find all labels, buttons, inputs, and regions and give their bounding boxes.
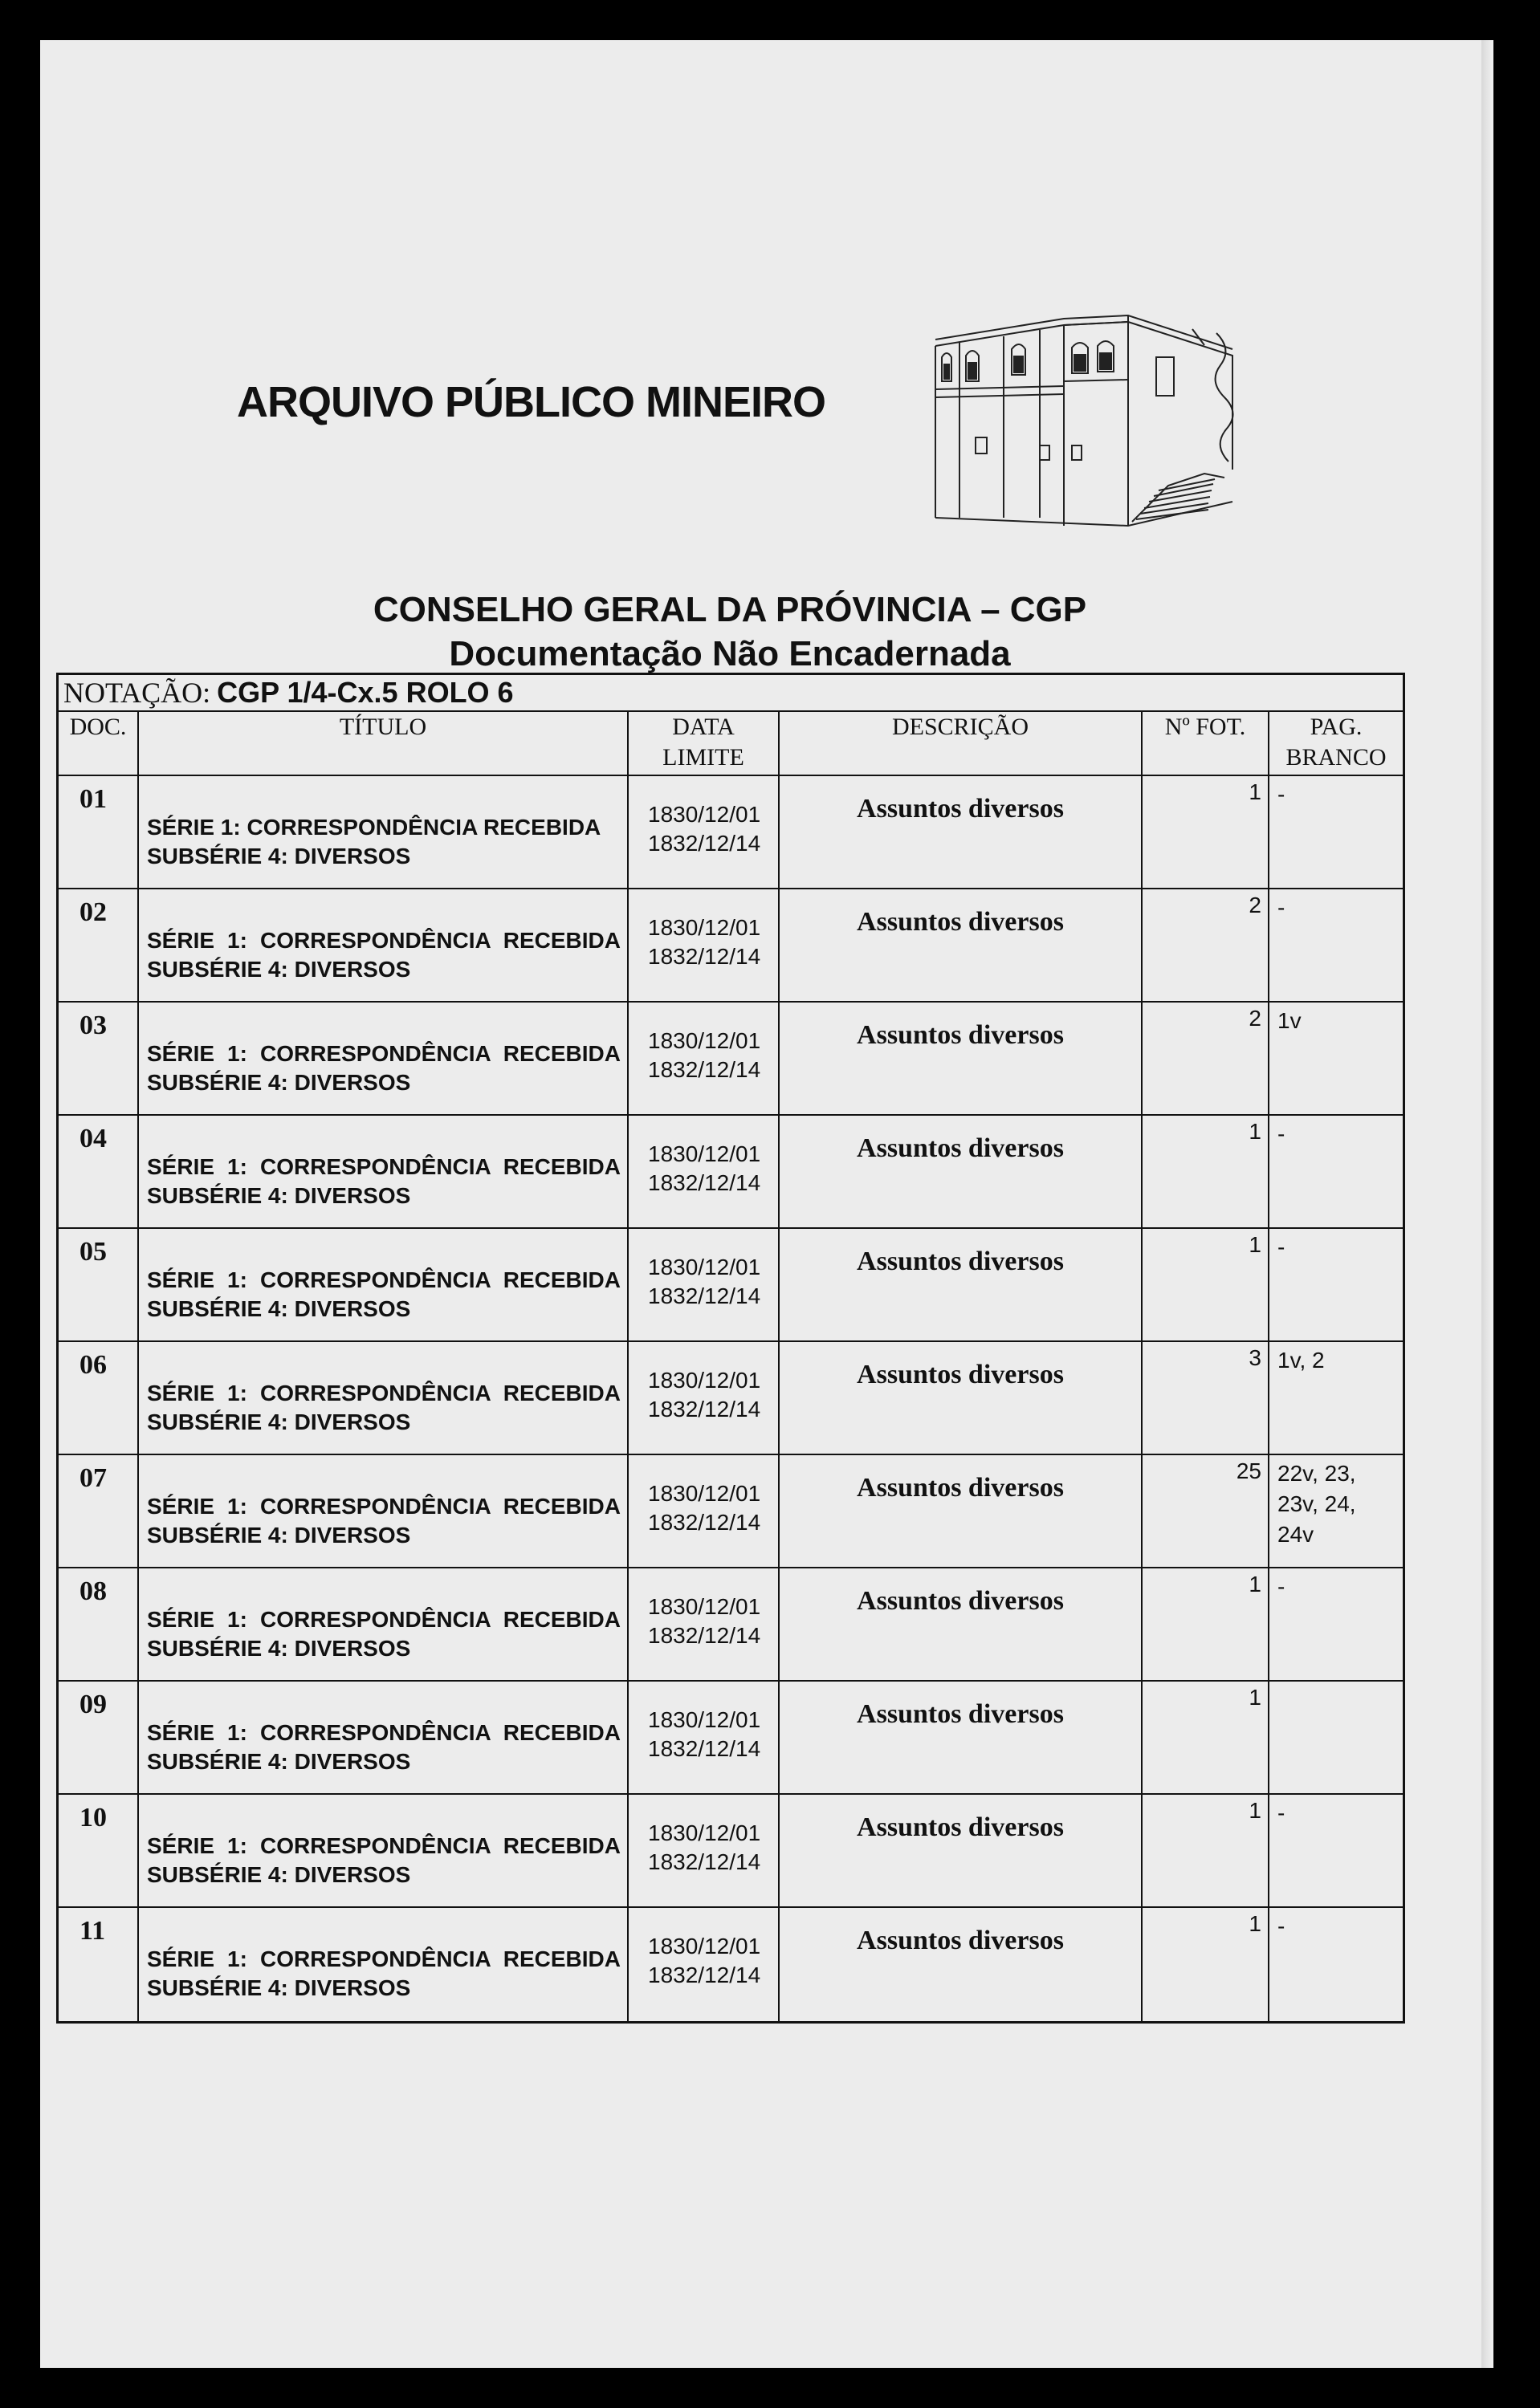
cell-n-fot bbox=[1143, 776, 1269, 888]
cell-doc bbox=[59, 1003, 139, 1114]
cell-titulo bbox=[139, 889, 629, 1001]
column-header-data-limite: DATA LIMITE bbox=[629, 712, 780, 775]
cell-descricao bbox=[780, 1003, 1143, 1114]
cell-pag-branco bbox=[1269, 1455, 1403, 1567]
cell-data-limite bbox=[629, 1116, 780, 1227]
doc-number: 03 bbox=[79, 1011, 107, 1040]
table-row bbox=[59, 1795, 1403, 1908]
cell-n-fot bbox=[1143, 1908, 1269, 2021]
titulo-serie: SÉRIE 1: CORRESPONDÊNCIA RECEBIDA bbox=[147, 1946, 621, 1971]
data-inicio: 1830/12/01 bbox=[648, 1481, 761, 1506]
cell-pag-branco bbox=[1269, 1342, 1403, 1454]
cell-pag-branco bbox=[1269, 1682, 1403, 1793]
n-fot-value: 25 bbox=[1236, 1458, 1261, 1483]
cell-doc bbox=[59, 1795, 139, 1906]
titulo-subserie: SUBSÉRIE 4: DIVERSOS bbox=[147, 1409, 411, 1434]
cell-titulo bbox=[139, 1116, 629, 1227]
pag-branco-value: - bbox=[1277, 1235, 1285, 1259]
column-header-pag-branco: PAG. BRANCO bbox=[1285, 714, 1387, 771]
cell-pag-branco bbox=[1269, 776, 1403, 888]
titulo-serie: SÉRIE 1: CORRESPONDÊNCIA RECEBIDA bbox=[147, 1720, 621, 1745]
cell-descricao bbox=[780, 889, 1143, 1001]
data-fim: 1832/12/14 bbox=[648, 1623, 761, 1648]
data-fim: 1832/12/14 bbox=[648, 1397, 761, 1422]
cell-descricao bbox=[780, 1229, 1143, 1340]
doc-number: 07 bbox=[79, 1463, 107, 1493]
cell-doc bbox=[59, 1682, 139, 1793]
cell-n-fot bbox=[1143, 889, 1269, 1001]
titulo-serie: SÉRIE 1: CORRESPONDÊNCIA RECEBIDA bbox=[147, 1833, 621, 1858]
cell-titulo bbox=[139, 1455, 629, 1567]
column-header-doc: DOC. bbox=[59, 712, 139, 775]
data-inicio: 1830/12/01 bbox=[648, 1255, 761, 1279]
titulo-subserie: SUBSÉRIE 4: DIVERSOS bbox=[147, 1523, 411, 1548]
table-row bbox=[59, 1342, 1403, 1455]
cell-data-limite bbox=[629, 1342, 780, 1454]
n-fot-value: 1 bbox=[1249, 1119, 1261, 1144]
table-row bbox=[59, 1682, 1403, 1795]
cell-pag-branco bbox=[1269, 1003, 1403, 1114]
doc-number: 08 bbox=[79, 1576, 107, 1606]
cell-doc bbox=[59, 1455, 139, 1567]
data-inicio: 1830/12/01 bbox=[648, 1028, 761, 1053]
descricao-text: Assuntos diversos bbox=[857, 1473, 1064, 1503]
cell-n-fot bbox=[1143, 1568, 1269, 1680]
document-title: CONSELHO GERAL DA PRÓVINCIA – CGP bbox=[373, 590, 1087, 629]
titulo-subserie: SUBSÉRIE 4: DIVERSOS bbox=[147, 1296, 411, 1321]
table-row bbox=[59, 889, 1403, 1003]
data-inicio: 1830/12/01 bbox=[648, 1934, 761, 1959]
document-subtitle: Documentação Não Encadernada bbox=[449, 634, 1011, 673]
doc-number: 01 bbox=[79, 784, 107, 814]
cell-data-limite bbox=[629, 1795, 780, 1906]
doc-number: 11 bbox=[79, 1916, 106, 1946]
data-fim: 1832/12/14 bbox=[648, 1510, 761, 1535]
cell-n-fot bbox=[1143, 1116, 1269, 1227]
cell-titulo bbox=[139, 1908, 629, 2021]
data-fim: 1832/12/14 bbox=[648, 1057, 761, 1082]
cell-titulo bbox=[139, 1003, 629, 1114]
doc-number: 09 bbox=[79, 1690, 107, 1719]
table-row bbox=[59, 776, 1403, 889]
titulo-serie: SÉRIE 1: CORRESPONDÊNCIA RECEBIDA bbox=[147, 1041, 621, 1066]
cell-doc bbox=[59, 1229, 139, 1340]
cell-pag-branco bbox=[1269, 1908, 1403, 2021]
descricao-text: Assuntos diversos bbox=[857, 794, 1064, 824]
notation-row bbox=[59, 675, 1403, 712]
n-fot-value: 1 bbox=[1249, 1572, 1261, 1597]
cell-descricao bbox=[780, 776, 1143, 888]
data-fim: 1832/12/14 bbox=[648, 1736, 761, 1761]
cell-descricao bbox=[780, 1455, 1143, 1567]
titulo-subserie: SUBSÉRIE 4: DIVERSOS bbox=[147, 957, 411, 982]
data-fim: 1832/12/14 bbox=[648, 1963, 761, 1987]
cell-descricao bbox=[780, 1682, 1143, 1793]
table-row bbox=[59, 1116, 1403, 1229]
inventory-table bbox=[56, 673, 1405, 2024]
cell-data-limite bbox=[629, 889, 780, 1001]
cell-descricao bbox=[780, 1908, 1143, 2021]
notation-value: CGP 1/4-Cx.5 ROLO 6 bbox=[217, 676, 514, 709]
organization-title: ARQUIVO PÚBLICO MINEIRO bbox=[237, 378, 826, 426]
cell-titulo bbox=[139, 1682, 629, 1793]
pag-branco-value: 22v, 23, 23v, 24, 24v bbox=[1277, 1461, 1356, 1547]
cell-doc bbox=[59, 1568, 139, 1680]
n-fot-value: 2 bbox=[1249, 893, 1261, 917]
cell-doc bbox=[59, 1116, 139, 1227]
pag-branco-value: 1v, 2 bbox=[1277, 1348, 1325, 1373]
cell-titulo bbox=[139, 1342, 629, 1454]
data-fim: 1832/12/14 bbox=[648, 831, 761, 856]
cell-data-limite bbox=[629, 1455, 780, 1567]
table-header-row bbox=[59, 712, 1403, 776]
cell-descricao bbox=[780, 1795, 1143, 1906]
titulo-serie: SÉRIE 1: CORRESPONDÊNCIA RECEBIDA bbox=[147, 1381, 621, 1405]
n-fot-value: 2 bbox=[1249, 1006, 1261, 1031]
cell-data-limite bbox=[629, 1229, 780, 1340]
data-fim: 1832/12/14 bbox=[648, 1283, 761, 1308]
n-fot-value: 1 bbox=[1249, 779, 1261, 804]
pag-branco-value: - bbox=[1277, 1121, 1285, 1146]
column-header-n-fot: Nº FOT. bbox=[1143, 712, 1269, 775]
cell-titulo bbox=[139, 776, 629, 888]
cell-data-limite bbox=[629, 1908, 780, 2021]
pag-branco-value: 1v bbox=[1277, 1008, 1302, 1033]
cell-titulo bbox=[139, 1568, 629, 1680]
descricao-text: Assuntos diversos bbox=[857, 907, 1064, 937]
titulo-serie: SÉRIE 1: CORRESPONDÊNCIA RECEBIDA bbox=[147, 928, 621, 953]
data-inicio: 1830/12/01 bbox=[648, 802, 761, 827]
titulo-subserie: SUBSÉRIE 4: DIVERSOS bbox=[147, 1975, 411, 2000]
cell-descricao bbox=[780, 1342, 1143, 1454]
pag-branco-value: - bbox=[1277, 782, 1285, 807]
data-fim: 1832/12/14 bbox=[648, 1170, 761, 1195]
doc-number: 04 bbox=[79, 1124, 107, 1153]
column-header-descricao: DESCRIÇÃO bbox=[780, 712, 1143, 775]
descricao-text: Assuntos diversos bbox=[857, 1020, 1064, 1050]
cell-pag-branco bbox=[1269, 1229, 1403, 1340]
cell-titulo bbox=[139, 1229, 629, 1340]
data-inicio: 1830/12/01 bbox=[648, 1707, 761, 1732]
pag-branco-value: - bbox=[1277, 1800, 1285, 1825]
titulo-subserie: SUBSÉRIE 4: DIVERSOS bbox=[147, 1636, 411, 1661]
column-header-titulo: TÍTULO bbox=[139, 712, 629, 775]
titulo-subserie: SUBSÉRIE 4: DIVERSOS bbox=[147, 1749, 411, 1774]
cell-pag-branco bbox=[1269, 1116, 1403, 1227]
cell-n-fot bbox=[1143, 1455, 1269, 1567]
sheet-edge bbox=[1481, 40, 1493, 2368]
cell-n-fot bbox=[1143, 1342, 1269, 1454]
pag-branco-value: - bbox=[1277, 1574, 1285, 1599]
building-icon bbox=[927, 269, 1257, 542]
titulo-serie: SÉRIE 1: CORRESPONDÊNCIA RECEBIDA bbox=[147, 1494, 621, 1519]
table-row bbox=[59, 1568, 1403, 1682]
descricao-text: Assuntos diversos bbox=[857, 1360, 1064, 1389]
doc-number: 02 bbox=[79, 897, 107, 927]
n-fot-value: 1 bbox=[1249, 1798, 1261, 1823]
data-fim: 1832/12/14 bbox=[648, 944, 761, 969]
cell-pag-branco bbox=[1269, 889, 1403, 1001]
titulo-serie: SÉRIE 1: CORRESPONDÊNCIA RECEBIDA bbox=[147, 1267, 621, 1292]
cell-n-fot bbox=[1143, 1003, 1269, 1114]
cell-descricao bbox=[780, 1116, 1143, 1227]
cell-doc bbox=[59, 889, 139, 1001]
table-row bbox=[59, 1908, 1403, 2021]
cell-data-limite bbox=[629, 1003, 780, 1114]
doc-number: 05 bbox=[79, 1237, 107, 1267]
data-inicio: 1830/12/01 bbox=[648, 1368, 761, 1393]
titulo-serie: SÉRIE 1: CORRESPONDÊNCIA RECEBIDA bbox=[147, 1607, 621, 1632]
doc-number: 06 bbox=[79, 1350, 107, 1380]
cell-doc bbox=[59, 1342, 139, 1454]
data-inicio: 1830/12/01 bbox=[648, 915, 761, 940]
n-fot-value: 1 bbox=[1249, 1911, 1261, 1936]
table-row bbox=[59, 1229, 1403, 1342]
cell-descricao bbox=[780, 1568, 1143, 1680]
descricao-text: Assuntos diversos bbox=[857, 1926, 1064, 1955]
doc-number: 10 bbox=[79, 1803, 107, 1832]
descricao-text: Assuntos diversos bbox=[857, 1133, 1064, 1163]
data-inicio: 1830/12/01 bbox=[648, 1820, 761, 1845]
pag-branco-value: - bbox=[1277, 895, 1285, 920]
descricao-text: Assuntos diversos bbox=[857, 1247, 1064, 1276]
descricao-text: Assuntos diversos bbox=[857, 1586, 1064, 1616]
data-fim: 1832/12/14 bbox=[648, 1849, 761, 1874]
descricao-text: Assuntos diversos bbox=[857, 1699, 1064, 1729]
titulo-subserie: SUBSÉRIE 4: DIVERSOS bbox=[147, 1862, 411, 1887]
descricao-text: Assuntos diversos bbox=[857, 1812, 1064, 1842]
cell-pag-branco bbox=[1269, 1795, 1403, 1906]
titulo-subserie: SUBSÉRIE 4: DIVERSOS bbox=[147, 1070, 411, 1095]
cell-n-fot bbox=[1143, 1229, 1269, 1340]
cell-n-fot bbox=[1143, 1682, 1269, 1793]
cell-pag-branco bbox=[1269, 1568, 1403, 1680]
titulo-serie: SÉRIE 1: CORRESPONDÊNCIA RECEBIDA bbox=[147, 1154, 621, 1179]
cell-data-limite bbox=[629, 1568, 780, 1680]
cell-data-limite bbox=[629, 776, 780, 888]
cell-doc bbox=[59, 1908, 139, 2021]
data-inicio: 1830/12/01 bbox=[648, 1141, 761, 1166]
titulo-serie: SÉRIE 1: CORRESPONDÊNCIA RECEBIDA bbox=[147, 815, 601, 840]
cell-n-fot bbox=[1143, 1795, 1269, 1906]
n-fot-value: 1 bbox=[1249, 1232, 1261, 1257]
data-inicio: 1830/12/01 bbox=[648, 1594, 761, 1619]
cell-doc bbox=[59, 776, 139, 888]
table-row bbox=[59, 1455, 1403, 1568]
n-fot-value: 3 bbox=[1249, 1345, 1261, 1370]
notation-label: NOTAÇÃO: bbox=[63, 677, 211, 709]
titulo-subserie: SUBSÉRIE 4: DIVERSOS bbox=[147, 844, 411, 868]
titulo-subserie: SUBSÉRIE 4: DIVERSOS bbox=[147, 1183, 411, 1208]
pag-branco-value: - bbox=[1277, 1914, 1285, 1938]
table-row bbox=[59, 1003, 1403, 1116]
cell-titulo bbox=[139, 1795, 629, 1906]
cell-data-limite bbox=[629, 1682, 780, 1793]
n-fot-value: 1 bbox=[1249, 1685, 1261, 1710]
